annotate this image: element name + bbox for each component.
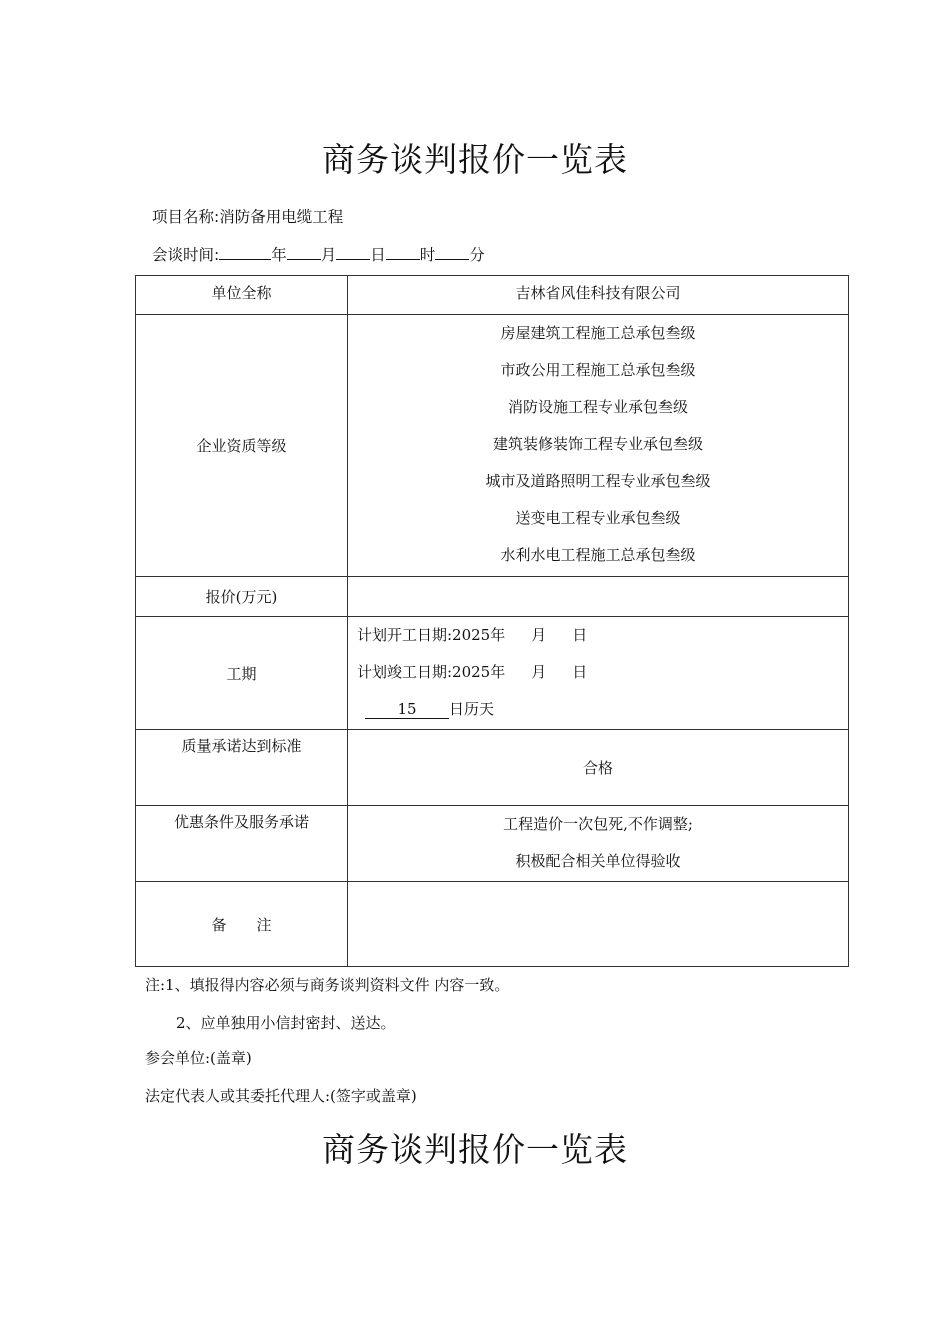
finish-day-unit: 日: [572, 663, 588, 681]
quality-label: 质量承诺达到标准: [136, 730, 348, 806]
qualification-item: 建筑装修装饰工程专业承包叁级: [492, 435, 703, 453]
project-label: 项目名称:: [152, 208, 220, 226]
price-value[interactable]: [348, 577, 849, 617]
qualification-item: 市政公用工程施工总承包叁级: [500, 361, 696, 379]
participating-unit-seal: 参会单位:(盖章): [145, 1049, 252, 1067]
finish-date-label: 计划竣工日期:2025年: [357, 663, 506, 681]
offer-item: 积极配合相关单位得验收: [515, 852, 681, 870]
note-envelope: 2、应单独用小信封密封、送达。: [176, 1014, 396, 1032]
quality-value: 合格: [348, 730, 849, 806]
meeting-time-line: [152, 243, 485, 265]
time-unit-year: 年: [271, 246, 287, 264]
finish-month-unit: 月: [531, 663, 547, 681]
qualification-label: 企业资质等级: [136, 315, 348, 577]
table-row: [136, 577, 849, 617]
calendar-days: [357, 691, 848, 728]
minute-blank[interactable]: [435, 245, 469, 260]
qualification-item: 水利水电工程施工总承包叁级: [500, 546, 696, 564]
planned-start-date: [357, 617, 848, 654]
period-details: [348, 617, 849, 730]
page-title-repeat: 商务谈判报价一览表: [322, 1130, 628, 1169]
days-value: 15: [365, 700, 449, 719]
qualification-item: 消防设施工程专业承包叁级: [507, 398, 688, 416]
qualification-list: [348, 315, 849, 577]
month-blank[interactable]: [287, 245, 321, 260]
note-consistency: 注:1、填报得内容必须与商务谈判资料文件 内容一致。: [145, 976, 510, 994]
table-row: [136, 730, 849, 806]
table-row: [136, 882, 849, 967]
time-unit-minute: 分: [469, 246, 485, 264]
table-row: [136, 315, 849, 577]
day-blank[interactable]: [336, 245, 370, 260]
price-label: 报价(万元): [136, 577, 348, 617]
time-label: 会谈时间:: [152, 246, 220, 264]
start-month-unit: 月: [531, 626, 547, 644]
period-label: 工期: [136, 617, 348, 730]
project-name: 消防备用电缆工程: [219, 208, 344, 226]
unit-name-label: 单位全称: [136, 276, 348, 315]
unit-name-value: 吉林省风佳科技有限公司: [348, 276, 849, 315]
planned-finish-date: [357, 654, 848, 691]
time-unit-day: 日: [370, 246, 386, 264]
offer-label: 优惠条件及服务承诺: [136, 806, 348, 882]
table-row: [136, 806, 849, 882]
offer-item: 工程造价一次包死,不作调整;: [503, 815, 693, 833]
days-unit: 日历天: [449, 700, 495, 718]
quotation-table: [135, 275, 849, 967]
qualification-item: 送变电工程专业承包叁级: [515, 509, 681, 527]
project-name-line: [152, 205, 343, 227]
table-row: [136, 276, 849, 315]
qualification-item: 房屋建筑工程施工总承包叁级: [500, 324, 696, 342]
offer-list: [348, 806, 849, 882]
year-blank[interactable]: [219, 245, 271, 260]
legal-representative-signature: 法定代表人或其委托代理人:(签字或盖章): [145, 1087, 417, 1105]
remark-value[interactable]: [348, 882, 849, 967]
start-date-label: 计划开工日期:2025年: [357, 626, 506, 644]
start-day-unit: 日: [572, 626, 588, 644]
qualification-item: 城市及道路照明工程专业承包叁级: [485, 472, 711, 490]
remark-label: 备 注: [136, 882, 348, 967]
hour-blank[interactable]: [386, 245, 420, 260]
time-unit-hour: 时: [419, 246, 436, 264]
time-unit-month: 月: [320, 246, 337, 264]
table-row: [136, 617, 849, 730]
page-title: 商务谈判报价一览表: [322, 140, 628, 179]
